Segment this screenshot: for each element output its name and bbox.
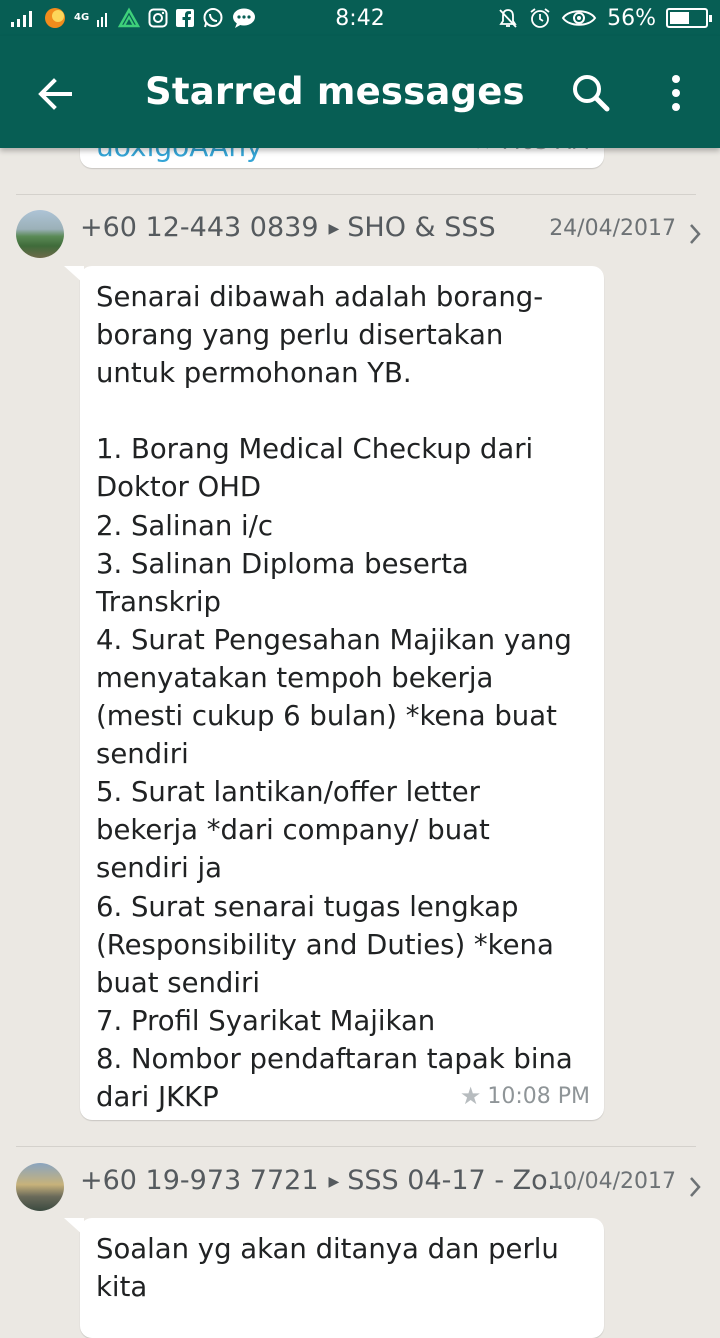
message-text: Senarai dibawah adalah borang-borang yang perlu disertakan untuk permohonan YB. 1. Borang Medical Checkup dari Doktor OHD 2. Salinan i/c 3. Salinan Diploma beserta Transkrip 4. Surat Pengesahan Majikan yang menyatakan tempoh bekerja (mesti cukup 6 bulan) *kena buat sendiri 5. Surat lantikan/offer letter bekerja *dari company/ buat sendiri ja 6. Surat senarai tugas lengkap (Responsibility and Duties) *kena buat sendiri 7. Profil Syarikat Majikan 8. Nombor pendaftaran tapak bina dari JKKP <box>96 281 573 1113</box>
eye-icon <box>561 7 597 29</box>
message-header[interactable] <box>0 210 720 270</box>
search-icon <box>566 68 616 118</box>
sender-number: +60 12-443 0839 <box>80 212 319 243</box>
mute-icon <box>497 7 519 29</box>
group-name: SHO & SSS <box>347 212 496 243</box>
4g-icon: 4G <box>74 12 90 23</box>
group-name: SSS 04-17 - Zo... <box>347 1165 573 1196</box>
status-time: 8:42 <box>335 6 385 31</box>
arrow-left-icon <box>32 70 80 118</box>
chevron-right-icon[interactable] <box>686 1163 706 1203</box>
chevron-right-icon[interactable] <box>686 210 706 250</box>
message-text: Soalan yg akan ditanya dan perlu kita <box>96 1233 568 1304</box>
message-header[interactable] <box>0 1163 720 1223</box>
search-button[interactable] <box>566 68 616 118</box>
more-options-button[interactable] <box>654 68 698 118</box>
divider <box>16 1146 696 1147</box>
sender-number: +60 19-973 7721 <box>80 1165 319 1196</box>
alarm-icon <box>529 7 551 29</box>
message-date: 10/04/2017 <box>549 1169 676 1194</box>
avatar[interactable] <box>16 1163 64 1211</box>
bubble-tail <box>64 1218 84 1236</box>
status-right-icons <box>497 4 708 32</box>
bubble-tail <box>64 266 84 284</box>
sender-line <box>80 1165 573 1196</box>
divider <box>16 194 696 195</box>
status-bar <box>0 0 720 36</box>
app-bar <box>0 36 720 148</box>
page-title: Starred messages <box>145 70 525 113</box>
play-arrow-icon: ▶ <box>328 221 340 237</box>
play-arrow-icon: ▶ <box>328 1174 340 1190</box>
battery-level <box>670 12 689 24</box>
message-date: 24/04/2017 <box>549 216 676 241</box>
star-icon: ★ <box>459 1082 482 1110</box>
battery-percent: 56% <box>607 5 656 31</box>
avatar[interactable] <box>16 210 64 258</box>
more-vert-icon <box>654 68 698 118</box>
message-bubble[interactable] <box>80 266 604 1120</box>
message-time-text: 10:08 PM <box>487 1083 590 1109</box>
back-button[interactable] <box>32 70 80 118</box>
message-bubble[interactable] <box>80 1218 604 1338</box>
battery-icon <box>666 8 708 28</box>
message-time <box>460 1082 590 1110</box>
sender-line <box>80 212 496 243</box>
